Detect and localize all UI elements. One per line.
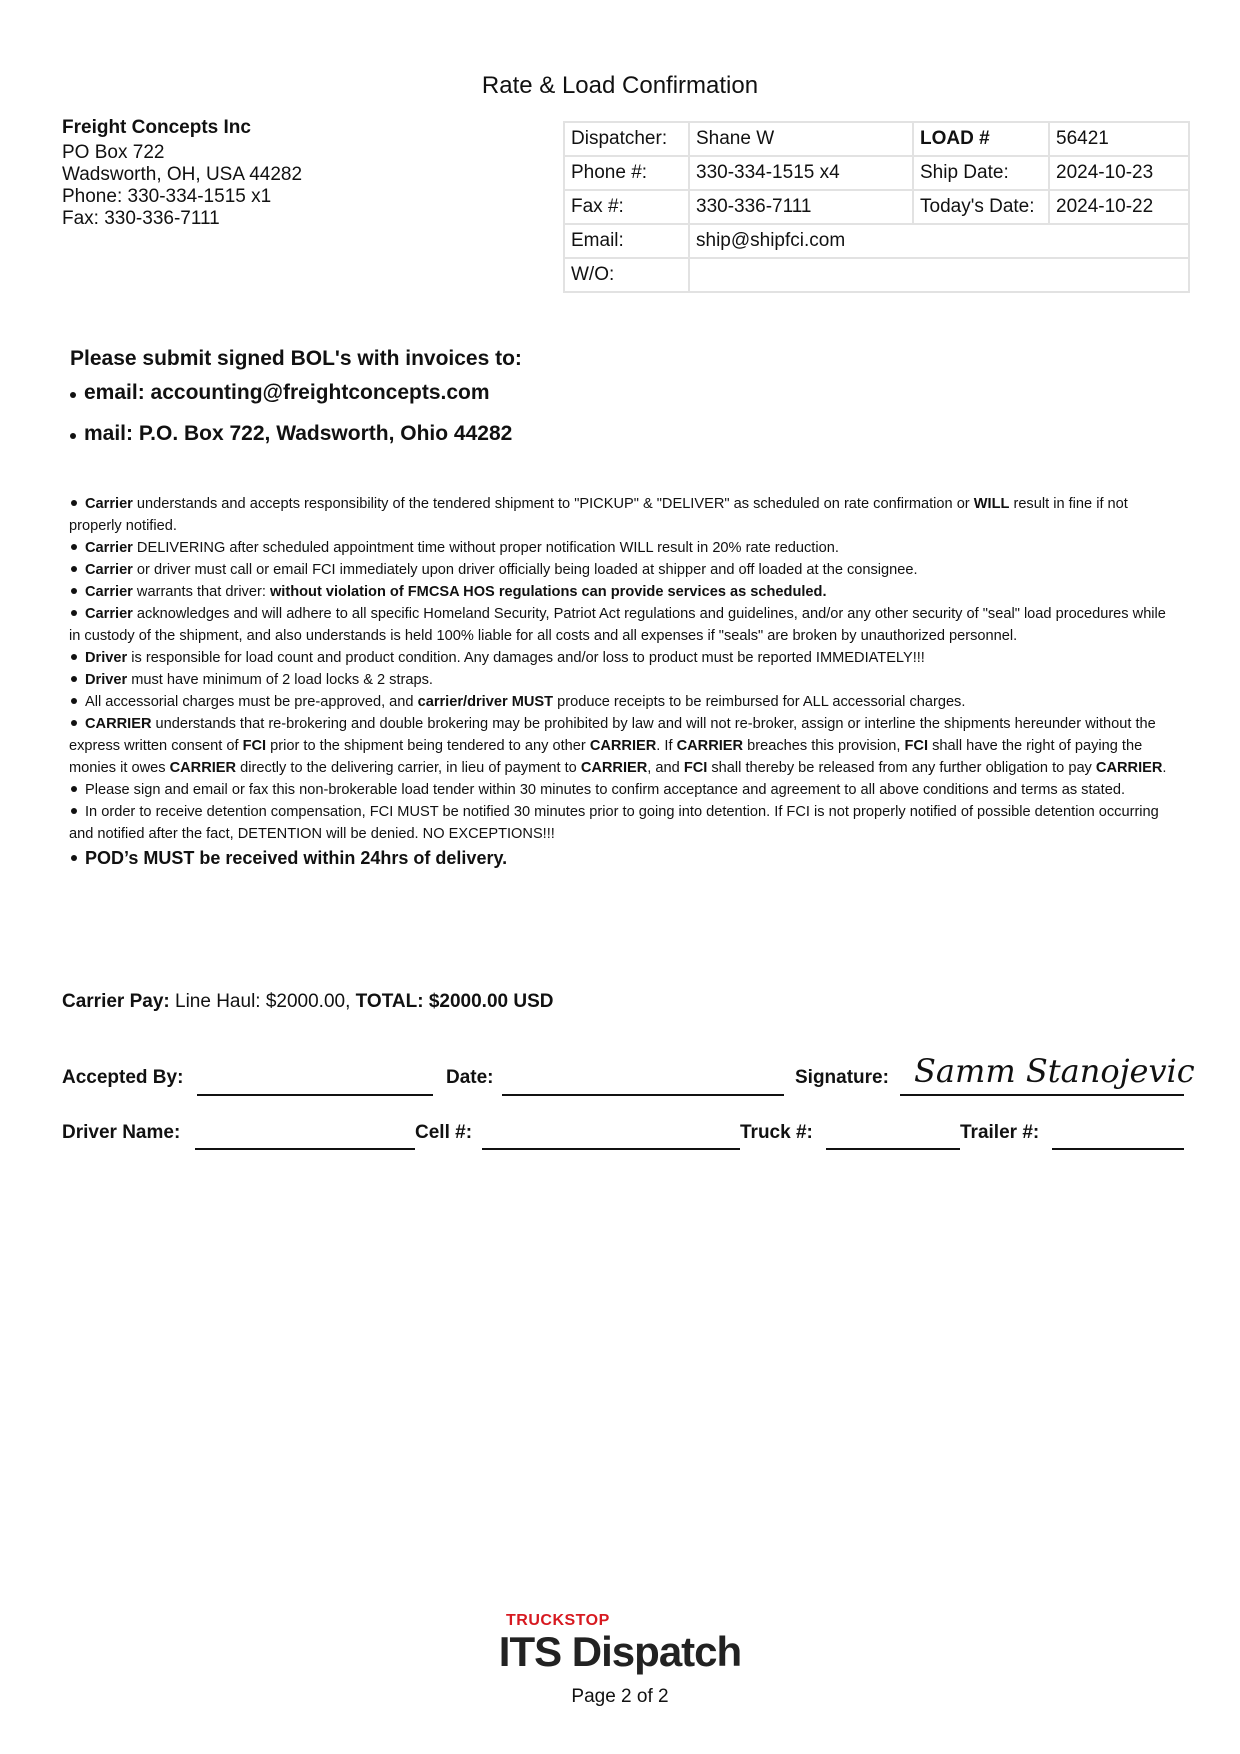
dispatcher-value: Shane W [689, 122, 913, 156]
driver-name-field[interactable] [195, 1148, 415, 1150]
term-emphasis: CARRIER [676, 738, 744, 754]
term-emphasis: CARRIER [1095, 760, 1163, 776]
term-emphasis: CARRIER [589, 738, 657, 754]
email-label: Email: [564, 224, 689, 258]
todays-date-value: 2024-10-22 [1049, 190, 1189, 224]
term-item [69, 779, 1179, 801]
term-text: produce receipts to be reimbursed for ALL accessorial charges. [553, 694, 966, 710]
accepted-by-label: Accepted By: [62, 1067, 184, 1088]
table-row [564, 122, 1189, 156]
phone-value: 330-334-1515 x4 [689, 156, 913, 190]
term-text: result in fine if not properly notified. [69, 496, 1128, 534]
term-emphasis: Driver [85, 672, 128, 688]
term-emphasis: FCI [904, 738, 929, 754]
term-item [69, 493, 1179, 537]
term-text: shall thereby be released from any further obligation to pay [707, 760, 1096, 776]
term-text: understands that re-brokering and double brokering may be prohibited by law and will not re-broker, assign or interline the shipments hereunder without the express written consent of [69, 716, 1156, 754]
page-number: Page 2 of 2 [571, 1686, 669, 1707]
term-emphasis: CARRIER [169, 760, 237, 776]
todays-date-label: Today's Date: [913, 190, 1049, 224]
date-field[interactable] [502, 1094, 784, 1096]
work-order-value [689, 258, 1189, 292]
carrier-pay-label: Carrier Pay: [62, 991, 170, 1012]
load-number-label: LOAD # [913, 122, 1049, 156]
company-address-line1: PO Box 722 [62, 142, 165, 163]
pay-total: TOTAL: $2000.00 USD [355, 991, 554, 1012]
submit-email: email: accounting@freightconcepts.com [70, 381, 522, 411]
term-text: breaches this provision, [743, 738, 905, 754]
term-emphasis: CARRIER [85, 716, 152, 732]
submit-heading: Please submit signed BOL's with invoices to: [70, 347, 522, 370]
term-text: . If [656, 738, 677, 754]
carrier-pay [62, 991, 553, 1013]
driver-name-label: Driver Name: [62, 1122, 181, 1143]
term-item [69, 691, 1179, 713]
term-emphasis: Carrier [85, 562, 133, 578]
term-emphasis: CARRIER [580, 760, 648, 776]
accepted-by-field[interactable] [197, 1094, 433, 1096]
signature-label: Signature: [795, 1067, 889, 1088]
term-text: shall have the right of paying the monies it owes [69, 738, 1143, 776]
term-item [69, 559, 1179, 581]
term-emphasis: Carrier [85, 496, 133, 512]
signature-field[interactable] [900, 1094, 1184, 1096]
term-text: must have minimum of 2 load locks & 2 straps. [127, 672, 433, 688]
term-emphasis: Carrier [85, 606, 133, 622]
trailer-label: Trailer #: [960, 1122, 1040, 1143]
table-row [564, 156, 1189, 190]
term-emphasis: FCI [683, 760, 708, 776]
its-dispatch-wordmark: ITS Dispatch [498, 1628, 742, 1675]
terms-list [69, 493, 1179, 871]
table-row [564, 190, 1189, 224]
truck-field[interactable] [826, 1148, 960, 1150]
term-item [69, 713, 1179, 779]
term-item [69, 647, 1179, 669]
dispatcher-label: Dispatcher: [564, 122, 689, 156]
term-emphasis: Carrier [85, 540, 133, 556]
term-item [69, 845, 1179, 871]
work-order-label: W/O: [564, 258, 689, 292]
term-text: warrants that driver: [132, 584, 270, 600]
term-emphasis: WILL [973, 496, 1010, 512]
signature-value: Samm Stanojevic [914, 1052, 1195, 1090]
document-title: Rate & Load Confirmation [481, 72, 759, 99]
term-item [69, 537, 1179, 559]
term-item [69, 801, 1179, 845]
term-text: POD’s MUST be received within 24hrs of delivery. [85, 848, 508, 868]
term-text: . [1162, 760, 1167, 776]
ship-date-value: 2024-10-23 [1049, 156, 1189, 190]
company-block [62, 117, 302, 230]
term-text: directly to the delivering carrier, in lieu of payment to [236, 760, 581, 776]
line-haul: Line Haul: $2000.00, [169, 991, 356, 1012]
term-text: In order to receive detention compensation, FCI MUST be notified 30 minutes prior to going into detention. If FCI is not properly notified of possible detention occurring and notified after the fact, DETENTION will be denied. NO EXCEPTIONS!!! [69, 804, 1159, 842]
load-number-value: 56421 [1049, 122, 1189, 156]
term-text: Please sign and email or fax this non-brokerable load tender within 30 minutes to confirm acceptance and agreement to all above conditions and terms as stated. [85, 782, 1125, 798]
term-text: or driver must call or email FCI immediately upon driver officially being loaded at shipper and off loaded at the consignee. [132, 562, 918, 578]
term-emphasis: carrier/driver MUST [417, 694, 554, 710]
trailer-field[interactable] [1052, 1148, 1184, 1150]
table-row [564, 258, 1189, 292]
date-label: Date: [446, 1067, 494, 1088]
term-text: All accessorial charges must be pre-approved, and [85, 694, 418, 710]
truckstop-wordmark: TRUCKSTOP [506, 1612, 610, 1629]
term-text: , and [647, 760, 684, 776]
company-address-line2: Wadsworth, OH, USA 44282 [62, 164, 303, 185]
ship-date-label: Ship Date: [913, 156, 1049, 190]
term-text: prior to the shipment being tendered to any other [266, 738, 590, 754]
submit-mail: mail: P.O. Box 722, Wadsworth, Ohio 44282 [70, 422, 522, 452]
cell-field[interactable] [482, 1148, 740, 1150]
company-name: Freight Concepts Inc [62, 117, 251, 138]
term-emphasis: Driver [85, 650, 128, 666]
company-fax: Fax: 330-336-7111 [62, 208, 220, 229]
term-item [69, 603, 1179, 647]
load-info-table [563, 121, 1190, 293]
company-phone: Phone: 330-334-1515 x1 [62, 186, 272, 207]
term-text: understands and accepts responsibility of the tendered shipment to "PICKUP" & "DELIVER" as scheduled on rate confirmation or [132, 496, 974, 512]
table-row [564, 224, 1189, 258]
term-item [69, 581, 1179, 603]
its-dispatch-logo [0, 1612, 1240, 1674]
term-emphasis: Carrier [85, 584, 133, 600]
term-text: acknowledges and will adhere to all specific Homeland Security, Patriot Act regulations and guidelines, and/or any other security of "seal" load procedures while in custody of the shipment, and also understands is held 100% liable for all costs and all expenses if "seals" are broken by unauthorized personnel. [69, 606, 1166, 644]
term-emphasis: FCI [242, 738, 267, 754]
fax-value: 330-336-7111 [689, 190, 913, 224]
term-text: is responsible for load count and product condition. Any damages and/or loss to product must be reported IMMEDIATELY!!! [127, 650, 925, 666]
term-item [69, 669, 1179, 691]
cell-label: Cell #: [415, 1122, 473, 1143]
truck-label: Truck #: [740, 1122, 813, 1143]
phone-label: Phone #: [564, 156, 689, 190]
term-text: DELIVERING after scheduled appointment time without proper notification WILL result in 20% rate reduction. [132, 540, 839, 556]
submit-instructions [70, 347, 522, 463]
fax-label: Fax #: [564, 190, 689, 224]
term-emphasis: without violation of FMCSA HOS regulations can provide services as scheduled. [269, 584, 827, 600]
email-value: ship@shipfci.com [689, 224, 1189, 258]
